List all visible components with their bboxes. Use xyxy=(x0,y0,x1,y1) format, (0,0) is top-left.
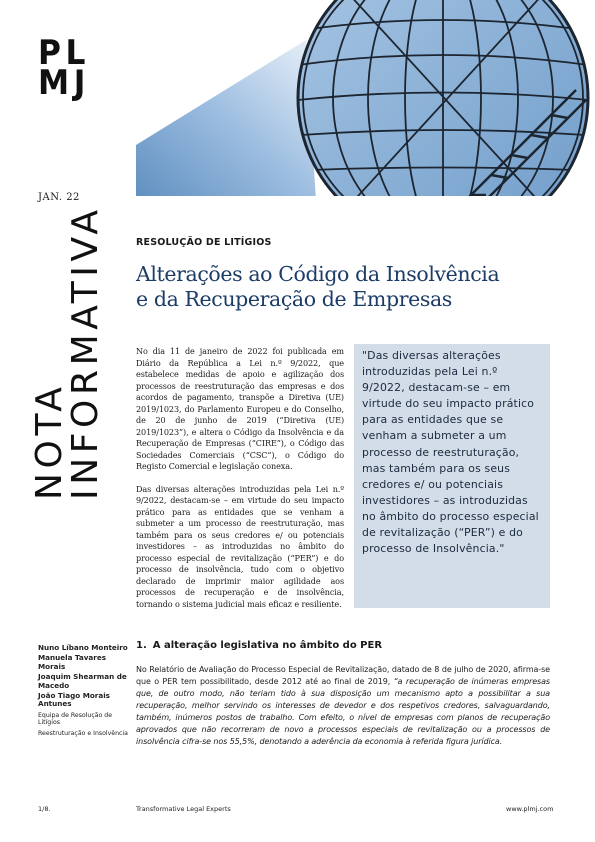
pull-quote: "Das diversas alterações introduzidas pela Lei n.º 9/2022, destacam-se – em virtude do seu impacto prático para as entidades que se venham a submeter a um processo de reestruturação, mas também para os seus credores e/ ou potenciais investidores – as introduzidas no âmbito do processo especial de revitalização (“PER”) e do processo de Insolvência." xyxy=(354,344,550,608)
author-name: Nuno Líbano Monteiro xyxy=(38,643,128,652)
section-heading xyxy=(136,640,382,651)
vertical-title-line-1: NOTA xyxy=(29,382,70,500)
category-label: RESOLUÇÃO DE LITÍGIOS xyxy=(136,237,272,248)
headline xyxy=(136,262,566,312)
body-paragraph-1: No dia 11 de janeiro de 2022 foi publicada em Diário da República a Lei n.º 9/2022, que estabelece medidas de apoio e agilização dos processos de reestruturação das empresas e dos acordos de pagamento, transpõe a Diretiva (UE) 2019/1023, do Parlamento Europeu e do Conselho, de 20 de junho de 2019 (“Diretiva (UE) 2019/1023”), e altera o Código da Insolvência e da Recuperação de Empresas (“CIRE”), o Código das Sociedades Comerciais (“CSC”), o Código do Registo Comercial e legislação conexa. xyxy=(136,346,344,471)
authors-list xyxy=(38,644,130,737)
page-number: 1/8. xyxy=(38,805,51,813)
vertical-title-line-2: INFORMATIVA xyxy=(65,205,106,500)
section-paragraph xyxy=(136,664,550,748)
footer-tagline: Transformative Legal Experts xyxy=(136,805,231,813)
logo-line-2: MJ xyxy=(38,63,90,103)
vertical-title xyxy=(29,205,106,500)
body-paragraph-2: Das diversas alterações introduzidas pela Lei n.º 9/2022, destacam-se – em virtude do seu impacto prático para as entidades que se venham a submeter a um processo de reestruturação, mas também para os seus credores e/ ou potenciais investidores – as introduzidas no âmbito do processo especial de revitalização (“PER”) e do processo de insolvência, tudo com o objetivo declarado de imprimir maior agilidade aos processos de recuperação e de insolvência, tornando o sistema judicial mais eficaz e resiliente. xyxy=(136,483,344,609)
intro-body xyxy=(136,346,344,621)
section-paragraph-quotation: “a recuperação de inúmeras empresas que, de outro modo, não teriam tido à sua disposição um mecanismo apto a possibilitar a sua recuperação, melhor servindo os interesses de devedor e dos respetivos credores, salvaguardando, também, inúmeros postos de trabalho. Com efeito, o nível de empresas com planos de recuperação aprovados que não recorreram de novo a processos especiais de revitalização ou a processos de insolvência cifra-se nos 55,5%, denotando a aderência da economia à referida figura jurídica. xyxy=(136,677,551,746)
hero-image xyxy=(136,0,595,201)
author-name: Joaquim Shearman de Macedo xyxy=(38,672,127,690)
headline-line-1: Alterações ao Código da Insolvência xyxy=(136,262,500,286)
team-tag: Equipa de Resolução de Litígios xyxy=(38,711,113,727)
headline-line-2: e da Recuperação de Empresas xyxy=(136,287,452,311)
author-name: Manuela Tavares Morais xyxy=(38,653,106,671)
issue-date: JAN. 22 xyxy=(38,192,80,203)
author-name: João Tiago Morais Antunes xyxy=(38,691,110,709)
section-title: A alteração legislativa no âmbito do PER xyxy=(152,640,383,651)
logo-line-1: PL xyxy=(38,33,91,73)
footer-website: www.plmj.com xyxy=(506,805,554,813)
section-number: 1. xyxy=(136,640,147,651)
section-paragraph-intro: No Relatório de Avaliação do Processo Especial de Revitalização, datado de 8 de julho de 2020, afirma-se que o PER tem possibilitado, desde 2012 até ao final de 2019, xyxy=(136,665,550,686)
plmj-logo xyxy=(38,33,100,103)
team-tag: Reestruturação e Insolvência xyxy=(38,729,128,737)
